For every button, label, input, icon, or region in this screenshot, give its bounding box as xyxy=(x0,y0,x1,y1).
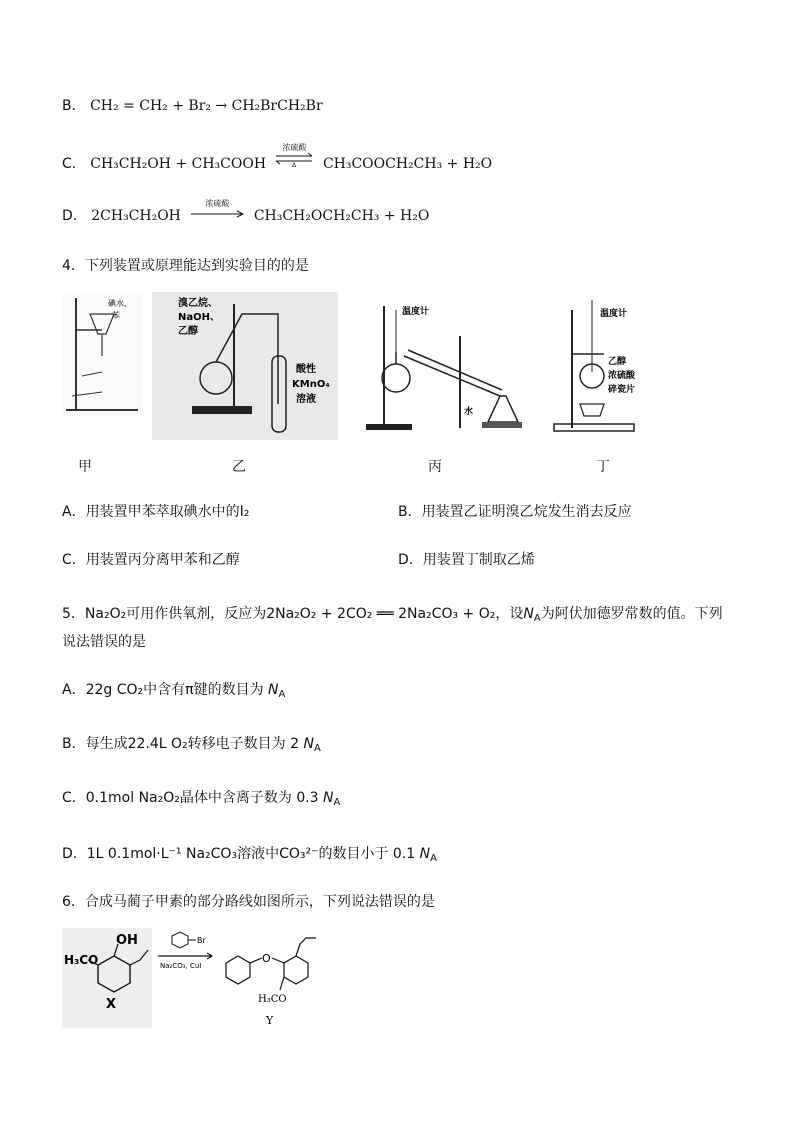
q4-figure-yi xyxy=(152,292,338,440)
q3-option-b: B． CH₂ = CH₂ + Br₂ → CH₂BrCH₂Br xyxy=(62,98,323,114)
svg-text:Δ: Δ xyxy=(292,162,297,168)
svg-text:苯: 苯 xyxy=(112,311,120,320)
q4-option-b: B．用装置乙证明溴乙烷发生消去反应 xyxy=(398,504,632,520)
q6-reaction-scheme xyxy=(62,928,332,1032)
q3-b-equation: CH₂ = CH₂ + Br₂ → CH₂BrCH₂Br xyxy=(90,98,323,114)
q3-option-c: C． CH₃CH₂OH + CH₃COOH Δ 浓硫酸 CH₃COOCH₂CH₃ + H₂O xyxy=(62,143,493,172)
q5-option-d: D．1L 0.1mol·L⁻¹ Na₂CO₃溶液中CO₃²⁻的数目小于 0.1 $N_A$ xyxy=(62,846,437,864)
q3-option-d: D． 2CH₃CH₂OH 浓硫酸 CH₃CH₂OCH₂CH₃ + H₂O xyxy=(62,199,430,224)
svg-text:乙醇: 乙醇 xyxy=(178,326,198,337)
svg-text:溶液: 溶液 xyxy=(296,394,316,405)
q3-d-right: CH₃CH₂OCH₂CH₃ + H₂O xyxy=(253,208,430,224)
svg-text:温度计: 温度计 xyxy=(402,307,430,317)
q4-option-c: C．用装置丙分离甲苯和乙醇 xyxy=(62,552,240,568)
q3-c-reversible-arrow: Δ 浓硫酸 xyxy=(274,150,314,174)
q3-d-left: 2CH₃CH₂OH xyxy=(91,208,181,224)
q3-c-left: CH₃CH₂OH + CH₃COOH xyxy=(90,156,267,172)
q5-option-b: B．每生成22.4L O₂转移电子数目为 2 $N_A$ xyxy=(62,736,321,754)
q3-c-right: CH₃COOCH₂CH₃ + H₂O xyxy=(322,156,493,172)
svg-text:碎瓷片: 碎瓷片 xyxy=(608,385,636,395)
q4-label-yi: 乙 xyxy=(232,459,246,475)
q4-figure-bing xyxy=(360,300,528,434)
q4-figure-jia xyxy=(62,292,142,416)
q5-option-a: A．22g CO₂中含有π键的数目为 $N_A$ xyxy=(62,682,286,700)
svg-text:Na₂CO₃, CuI: Na₂CO₃, CuI xyxy=(160,962,202,970)
q4-label-bing: 丙 xyxy=(428,459,442,475)
q4-label-ding: 丁 xyxy=(596,459,610,475)
q3-d-arrow: 浓硫酸 xyxy=(189,206,245,226)
svg-text:OH: OH xyxy=(116,933,138,948)
q4-option-d: D．用装置丁制取乙烯 xyxy=(398,552,535,568)
svg-text:水: 水 xyxy=(464,407,474,417)
svg-text:Y: Y xyxy=(266,1014,274,1027)
svg-text:H₃CO: H₃CO xyxy=(258,994,287,1005)
q5-stem-line2: 说法错误的是 xyxy=(62,634,146,650)
svg-text:Br: Br xyxy=(197,936,206,945)
q5-stem: 5．Na₂O₂可用作供氧剂，反应为2Na₂O₂ + 2CO₂ ══ 2Na₂CO₃ + O₂，设$N_A$为阿伏加德罗常数的值。下列 xyxy=(62,606,723,624)
q5-option-c: C．0.1mol Na₂O₂晶体中含离子数为 0.3 $N_A$ xyxy=(62,790,341,808)
q6-stem: 6．合成马蔺子甲素的部分路线如图所示，下列说法错误的是 xyxy=(62,894,435,910)
svg-text:KMnO₄: KMnO₄ xyxy=(292,379,330,390)
q4-label-jia: 甲 xyxy=(78,459,92,475)
svg-text:乙醇: 乙醇 xyxy=(608,357,627,367)
q4-stem: 4．下列装置或原理能达到实验目的的是 xyxy=(62,258,309,274)
q4-option-a: A．用装置甲苯萃取碘水中的I₂ xyxy=(62,504,250,520)
svg-text:O: O xyxy=(262,952,271,965)
svg-text:浓硫酸: 浓硫酸 xyxy=(608,371,636,381)
svg-text:酸性: 酸性 xyxy=(296,364,316,375)
svg-text:温度计: 温度计 xyxy=(600,309,628,319)
svg-text:NaOH、: NaOH、 xyxy=(178,312,220,323)
svg-text:碘水、: 碘水、 xyxy=(108,299,132,308)
svg-text:X: X xyxy=(106,997,117,1012)
svg-text:溴乙烷、: 溴乙烷、 xyxy=(178,298,218,309)
svg-text:H₃CO: H₃CO xyxy=(64,953,99,967)
q4-figure-ding xyxy=(552,296,644,434)
